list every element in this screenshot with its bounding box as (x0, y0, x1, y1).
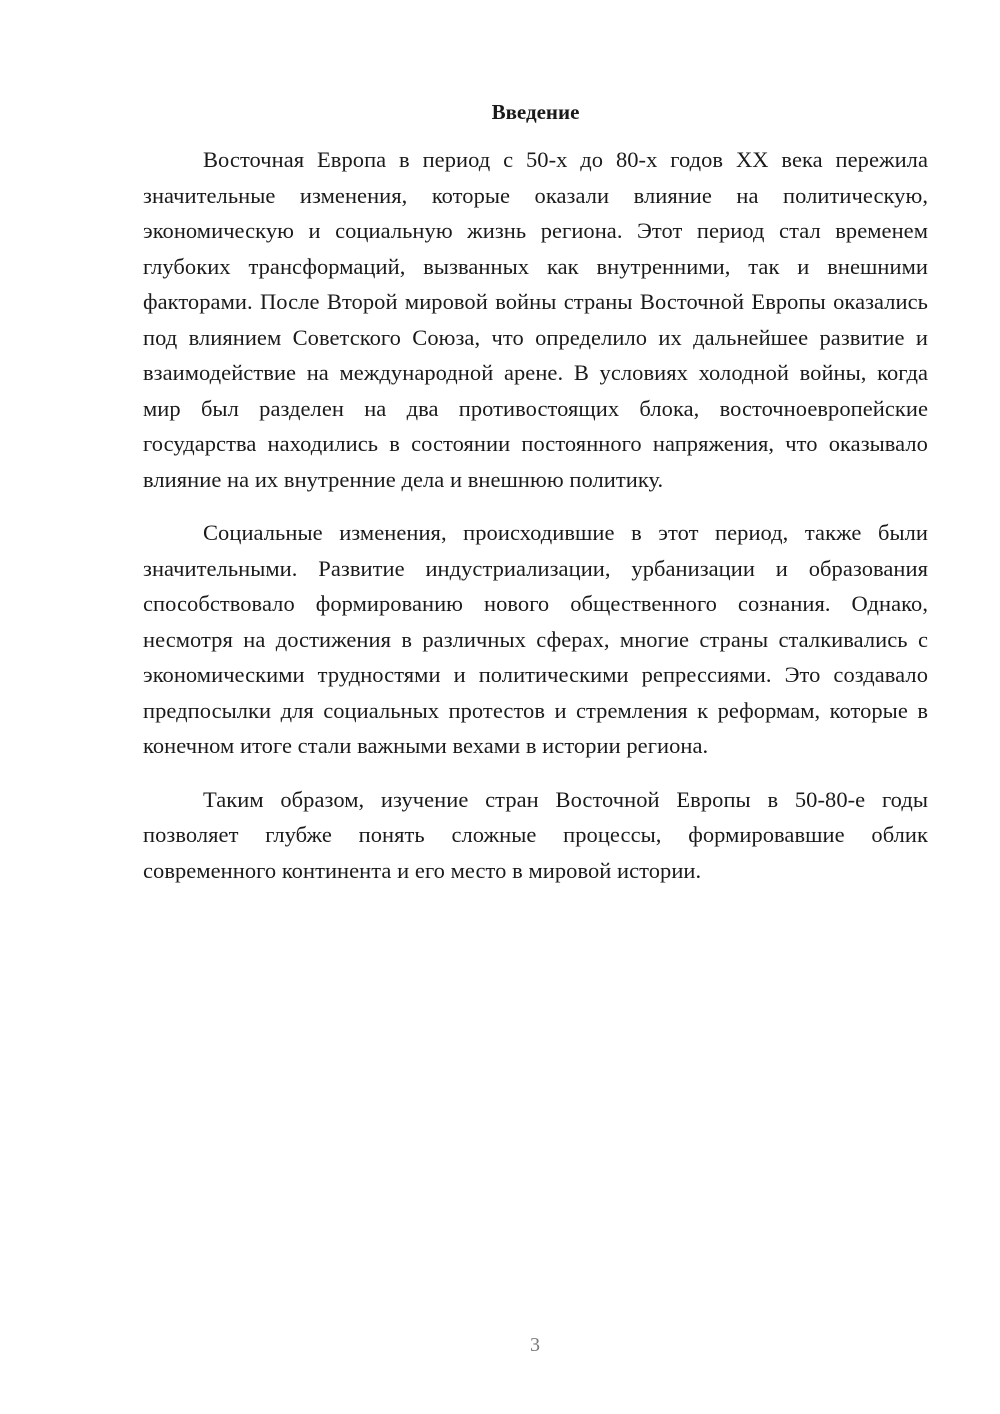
paragraph-1: Восточная Европа в период с 50-х до 80-х годов XX века пережила значительные изменения, которые оказали влияние на политическую, экономическую и социальную жизнь региона. Этот период стал временем глубоких трансформаций, вызванных как внутренними, так и внешними факторами. После Второй мировой войны страны Восточной Европы оказались под влиянием Советского Союза, что определило их дальнейшее развитие и взаимодействие на международной арене. В условиях холодной войны, когда мир был разделен на два противостоящих блока, восточноевропейские государства находились в состоянии постоянного напряжения, что оказывало влияние на их внутренние дела и внешнюю политику. (143, 147, 928, 492)
paragraph-3: Таким образом, изучение стран Восточной Европы в 50-80-е годы позволяет глубже понять сложные процессы, формировавшие облик современного континента и его место в мировой истории. (143, 786, 928, 883)
body-text (143, 142, 928, 906)
paragraph-2: Социальные изменения, происходившие в этот период, также были значительными. Развитие индустриализации, урбанизации и образования способствовало формированию нового общественного сознания. Однако, несмотря на достижения в различных сферах, многие страны сталкивались с экономическими трудностями и политическими репрессиями. Это создавало предпосылки для социальных протестов и стремления к реформам, которые в конечном итоге стали важными вехами в истории региона. (143, 520, 928, 758)
section-heading: Введение (491, 100, 580, 124)
page-number: 3 (530, 1334, 540, 1356)
